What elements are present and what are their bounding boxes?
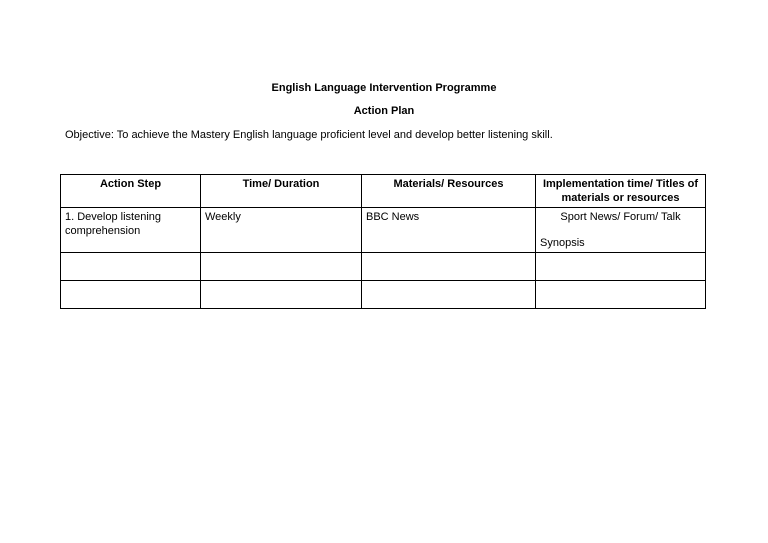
objective-text: Objective: To achieve the Mastery English language proficient level and develop better listening skill.	[65, 129, 553, 141]
header-implementation: Implementation time/ Titles of materials or resources	[536, 175, 706, 208]
header-materials-resources: Materials/ Resources	[362, 175, 536, 208]
cell-time-duration	[201, 253, 362, 281]
action-plan-table	[60, 174, 706, 309]
cell-implementation	[536, 281, 706, 309]
table-header-row	[61, 175, 706, 208]
implementation-line-1: Sport News/ Forum/ Talk	[560, 211, 681, 223]
document-title: English Language Intervention Programme	[271, 82, 497, 94]
table-row	[61, 208, 706, 253]
header-time-duration: Time/ Duration	[201, 175, 362, 208]
cell-action-step	[61, 253, 201, 281]
table-row	[61, 253, 706, 281]
cell-time-duration	[201, 281, 362, 309]
cell-action-step: 1. Develop listening comprehension	[61, 208, 201, 253]
cell-materials	[362, 253, 536, 281]
implementation-line-2: Synopsis	[540, 237, 585, 249]
header-action-step: Action Step	[61, 175, 201, 208]
cell-materials: BBC News	[362, 208, 536, 253]
cell-implementation	[536, 208, 706, 253]
document-subtitle: Action Plan	[353, 105, 415, 117]
cell-action-step	[61, 281, 201, 309]
cell-implementation	[536, 253, 706, 281]
cell-time-duration: Weekly	[201, 208, 362, 253]
table-row	[61, 281, 706, 309]
cell-materials	[362, 281, 536, 309]
